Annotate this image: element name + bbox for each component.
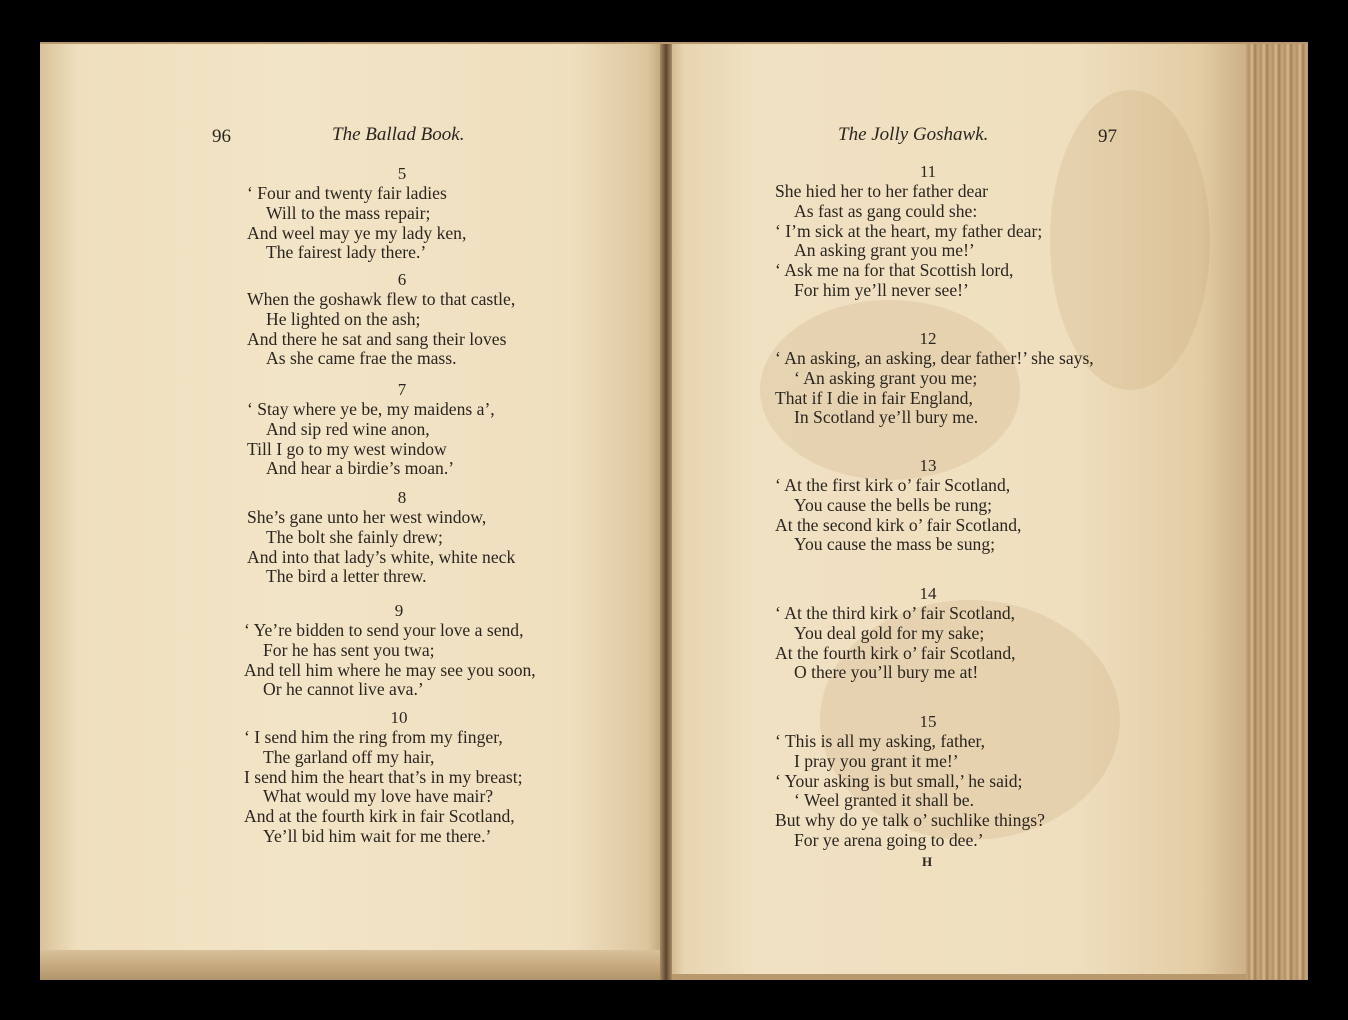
verse-line: You cause the bells be rung; — [794, 494, 993, 515]
stanza-number: 7 — [397, 380, 407, 399]
verse-line: He lighted on the ash; — [266, 308, 421, 329]
stanza-number: 10 — [390, 708, 408, 727]
verse-line: I pray you grant it me!’ — [794, 750, 959, 771]
verse-line: O there you’ll bury me at! — [794, 662, 979, 683]
verse-line: Will to the mass repair; — [266, 202, 431, 223]
verse-line: For him ye’ll never see!’ — [794, 279, 969, 300]
verse-line: For ye arena going to dee.’ — [794, 829, 984, 850]
verse-line: She’s gane unto her west window, — [247, 507, 487, 527]
verse-line: ‘ An asking, an asking, dear father!’ she says, — [775, 348, 1094, 368]
verse-line: Ye’ll bid him wait for me there.’ — [263, 825, 492, 846]
verse-line: At the fourth kirk o’ fair Scotland, — [775, 642, 1016, 663]
verse-line: At the second kirk o’ fair Scotland, — [775, 514, 1022, 535]
stanza — [247, 380, 577, 479]
verse-line: And weel may ye my lady ken, — [247, 222, 467, 243]
stanza-number: 6 — [397, 270, 407, 289]
verse-line: The fairest lady there.’ — [266, 242, 427, 263]
verse-line: What would my love have mair? — [263, 786, 494, 807]
verse-line: ‘ At the third kirk o’ fair Scotland, — [775, 603, 1016, 623]
verse-line: In Scotland ye’ll bury me. — [794, 407, 979, 428]
verse-line: ‘ Weel granted it shall be. — [794, 790, 975, 811]
verse-line: I send him the heart that’s in my breast; — [244, 766, 523, 787]
verse-line: That if I die in fair England, — [775, 387, 973, 408]
stanza — [247, 488, 577, 587]
verse-line: As fast as gang could she: — [794, 200, 978, 221]
right-page-number: 97 — [1098, 126, 1117, 147]
verse-line: ‘ Ask me na for that Scottish lord, — [775, 260, 1014, 281]
verse-line: And tell him where he may see you soon, — [244, 659, 536, 680]
verse-line: Till I go to my west window — [247, 438, 447, 459]
stanza-number: 13 — [919, 456, 937, 475]
stanza-number: 9 — [394, 601, 404, 620]
stanza — [775, 584, 1125, 683]
stanza-number: 8 — [397, 488, 407, 507]
verse-line: ‘ At the first kirk o’ fair Scotland, — [775, 475, 1011, 495]
left-running-head: The Ballad Book. — [332, 124, 465, 145]
verse-line: ‘ Stay where ye be, my maidens a’, — [247, 399, 495, 419]
stanza-number: 15 — [919, 712, 937, 731]
stanza-number: 14 — [919, 584, 937, 603]
stanza-number: 11 — [919, 162, 937, 181]
right-page-edges — [1246, 44, 1308, 980]
verse-line: ‘ Four and twenty fair ladies — [247, 183, 447, 203]
right-running-head: The Jolly Goshawk. — [838, 124, 989, 145]
verse-line: As she came frae the mass. — [266, 348, 457, 369]
stanza-number: 12 — [919, 329, 937, 348]
verse-line: And sip red wine anon, — [266, 418, 430, 439]
stanza — [244, 601, 574, 700]
stanza — [775, 162, 1125, 301]
verse-line: And there he sat and sang their loves — [247, 328, 507, 349]
stanza — [775, 329, 1135, 428]
stanza — [775, 712, 1125, 851]
verse-line: The bird a letter threw. — [266, 566, 427, 587]
stanza-number: 5 — [397, 164, 407, 183]
verse-line: ‘ This is all my asking, father, — [775, 731, 986, 751]
left-page-number: 96 — [212, 126, 231, 147]
verse-line: The garland off my hair, — [263, 746, 435, 767]
verse-line: ‘ I’m sick at the heart, my father dear; — [775, 220, 1043, 241]
verse-line: ‘ Your asking is but small,’ he said; — [775, 770, 1023, 791]
book-gutter — [660, 44, 672, 980]
verse-line: For he has sent you twa; — [263, 639, 435, 660]
verse-line: And into that lady’s white, white neck — [247, 546, 516, 567]
verse-line: And hear a birdie’s moan.’ — [266, 458, 455, 479]
verse-line: But why do ye talk o’ suchlike things? — [775, 810, 1045, 831]
verse-line: ‘ Ye’re bidden to send your love a send, — [244, 620, 524, 640]
left-page-edge — [40, 950, 666, 980]
stanza — [775, 456, 1125, 555]
verse-line: When the goshawk flew to that castle, — [247, 289, 516, 309]
verse-line: An asking grant you me!’ — [794, 240, 975, 261]
verse-line: The bolt she fainly drew; — [266, 526, 443, 547]
verse-line: Or he cannot live ava.’ — [263, 679, 424, 700]
verse-line: And at the fourth kirk in fair Scotland, — [244, 806, 515, 827]
stanza — [247, 270, 577, 369]
verse-line: You cause the mass be sung; — [794, 534, 996, 555]
stanza — [247, 164, 577, 263]
verse-line: ‘ An asking grant you me; — [794, 367, 978, 388]
verse-line: She hied her to her father dear — [775, 181, 988, 201]
verse-line: You deal gold for my sake; — [794, 622, 985, 643]
verse-line: ‘ I send him the ring from my finger, — [244, 727, 503, 747]
stanza — [244, 708, 574, 847]
signature-mark: H — [922, 854, 934, 869]
